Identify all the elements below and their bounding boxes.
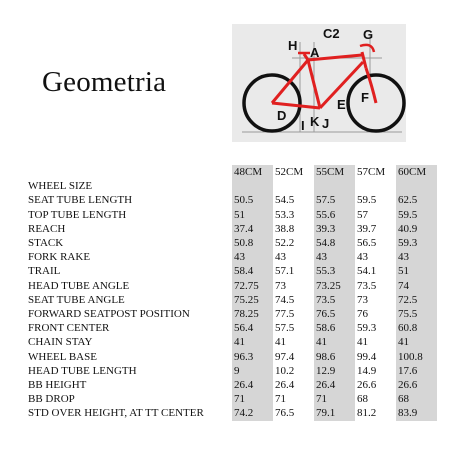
label-k: K	[310, 114, 320, 129]
table-cell: 68	[396, 392, 437, 406]
table-cell: 76.5	[314, 307, 355, 321]
table-cell	[396, 179, 437, 193]
table-cell: 62.5	[396, 193, 437, 207]
row-label: SEAT TUBE LENGTH	[28, 194, 133, 207]
table-cell: 41	[357, 336, 368, 349]
table-cell	[314, 179, 355, 193]
row-label: STD OVER HEIGHT, AT TT CENTER	[28, 407, 204, 420]
table-cell: 26.6	[357, 379, 377, 392]
row-label: FORK RAKE	[28, 251, 91, 264]
table-cell: 75.25	[232, 293, 273, 307]
table-cell: 59.3	[357, 322, 377, 335]
table-cell: 50.5	[232, 193, 273, 207]
table-row	[26, 378, 437, 392]
table-cell: 77.5	[275, 308, 295, 321]
table-cell: 50.8	[232, 236, 273, 250]
table-cell: 100.8	[396, 350, 437, 364]
table-cell: 72.5	[396, 293, 437, 307]
row-label: STACK	[28, 237, 64, 250]
geometry-table	[26, 165, 437, 421]
label-i: I	[301, 118, 305, 133]
table-cell: 37.4	[232, 222, 273, 236]
table-row	[26, 264, 437, 278]
row-label: WHEEL SIZE	[28, 180, 93, 193]
table-cell: 81.2	[357, 407, 377, 420]
table-cell: 26.6	[396, 378, 437, 392]
table-cell: 68	[357, 393, 368, 406]
table-cell: 39.3	[314, 222, 355, 236]
table-row	[26, 179, 437, 193]
table-cell: 59.5	[396, 208, 437, 222]
table-row	[26, 321, 437, 335]
table-cell: 96.3	[232, 350, 273, 364]
table-cell: 56.5	[357, 237, 377, 250]
table-cell: 57.5	[275, 322, 295, 335]
table-cell: 17.6	[396, 364, 437, 378]
table-cell: 59.3	[396, 236, 437, 250]
column-header: 55CM	[314, 165, 355, 179]
row-label: FORWARD SEATPOST POSITION	[28, 308, 190, 321]
label-d: D	[277, 108, 287, 123]
table-cell: 41	[232, 335, 273, 349]
table-cell: 59.5	[357, 194, 377, 207]
table-cell: 26.4	[232, 378, 273, 392]
table-cell: 26.4	[314, 378, 355, 392]
table-cell: 57.1	[275, 265, 295, 278]
table-cell: 73.5	[357, 279, 377, 292]
table-cell: 76	[357, 308, 368, 321]
table-cell: 51	[396, 264, 437, 278]
table-cell: 41	[396, 335, 437, 349]
column-header: 52CM	[275, 166, 304, 178]
table-cell: 12.9	[314, 364, 355, 378]
table-row	[26, 293, 437, 307]
table-cell: 71	[275, 393, 286, 406]
table-cell: 76.5	[275, 407, 295, 420]
table-cell: 41	[275, 336, 286, 349]
row-label: HEAD TUBE LENGTH	[28, 364, 137, 377]
geometry-table-grid	[26, 165, 437, 421]
table-row	[26, 222, 437, 236]
table-cell: 71	[314, 392, 355, 406]
table-cell: 54.5	[275, 194, 295, 207]
table-cell: 56.4	[232, 321, 273, 335]
label-a: A	[310, 45, 320, 60]
table-cell: 38.8	[275, 222, 295, 235]
table-cell: 99.4	[357, 350, 377, 363]
table-cell: 26.4	[275, 379, 295, 392]
table-row	[26, 335, 437, 349]
table-header-row	[26, 165, 437, 179]
label-e: E	[337, 97, 346, 112]
row-label: REACH	[28, 222, 66, 235]
column-header: 57CM	[357, 166, 386, 178]
table-cell: 43	[232, 250, 273, 264]
table-row	[26, 392, 437, 406]
table-cell: 58.4	[232, 264, 273, 278]
table-cell: 74.5	[275, 293, 295, 306]
label-c2: C2	[323, 26, 340, 41]
table-cell	[355, 179, 396, 193]
table-row	[26, 208, 437, 222]
table-row	[26, 406, 437, 420]
label-h: H	[288, 38, 298, 53]
row-label: TRAIL	[28, 265, 61, 278]
row-label: WHEEL BASE	[28, 350, 97, 363]
table-cell: 57	[357, 208, 368, 221]
table-row	[26, 350, 437, 364]
row-label: BB HEIGHT	[28, 379, 87, 392]
table-cell: 74	[396, 279, 437, 293]
table-cell: 72.75	[232, 279, 273, 293]
table-cell: 97.4	[275, 350, 295, 363]
table-row	[26, 236, 437, 250]
table-cell: 40.9	[396, 222, 437, 236]
table-cell: 73.25	[314, 279, 355, 293]
table-row	[26, 250, 437, 264]
table-cell: 78.25	[232, 307, 273, 321]
table-cell: 54.8	[314, 236, 355, 250]
table-cell: 55.3	[314, 264, 355, 278]
column-header: 60CM	[396, 165, 437, 179]
table-cell: 83.9	[396, 406, 437, 420]
table-cell: 74.2	[232, 406, 273, 420]
table-cell: 53.3	[275, 208, 295, 221]
table-cell: 51	[232, 208, 273, 222]
table-cell	[273, 179, 314, 193]
label-f: F	[361, 90, 369, 105]
table-cell: 9	[232, 364, 273, 378]
table-cell: 43	[396, 250, 437, 264]
table-cell: 98.6	[314, 350, 355, 364]
table-row	[26, 279, 437, 293]
table-cell: 73.5	[314, 293, 355, 307]
table-cell: 79.1	[314, 406, 355, 420]
row-label: TOP TUBE LENGTH	[28, 208, 127, 221]
table-cell: 39.7	[357, 222, 377, 235]
table-cell: 60.8	[396, 321, 437, 335]
label-g: G	[363, 27, 374, 42]
table-cell: 43	[314, 250, 355, 264]
row-label: SEAT TUBE ANGLE	[28, 293, 125, 306]
column-header: 48CM	[232, 165, 273, 179]
table-cell: 73	[357, 293, 368, 306]
table-cell: 57.5	[314, 193, 355, 207]
table-cell: 71	[232, 392, 273, 406]
table-row	[26, 307, 437, 321]
row-label: HEAD TUBE ANGLE	[28, 279, 130, 292]
table-cell: 10.2	[275, 364, 295, 377]
row-label: FRONT CENTER	[28, 322, 110, 335]
table-cell: 55.6	[314, 208, 355, 222]
row-label: BB DROP	[28, 393, 75, 406]
table-cell	[232, 179, 273, 193]
bike-diagram-svg	[232, 24, 406, 142]
table-cell: 43	[275, 251, 286, 264]
table-row	[26, 193, 437, 207]
table-cell: 54.1	[357, 265, 377, 278]
header-label-cell	[26, 165, 232, 179]
table-cell: 75.5	[396, 307, 437, 321]
label-j: J	[322, 116, 330, 131]
table-cell: 58.6	[314, 321, 355, 335]
table-cell: 43	[357, 251, 368, 264]
table-row	[26, 364, 437, 378]
row-label: CHAIN STAY	[28, 336, 93, 349]
bike-geometry-diagram	[232, 24, 406, 142]
table-cell: 41	[314, 335, 355, 349]
table-cell: 52.2	[275, 237, 295, 250]
table-cell: 14.9	[357, 364, 377, 377]
page-title: Geometria	[42, 66, 167, 98]
table-cell: 73	[275, 279, 286, 292]
